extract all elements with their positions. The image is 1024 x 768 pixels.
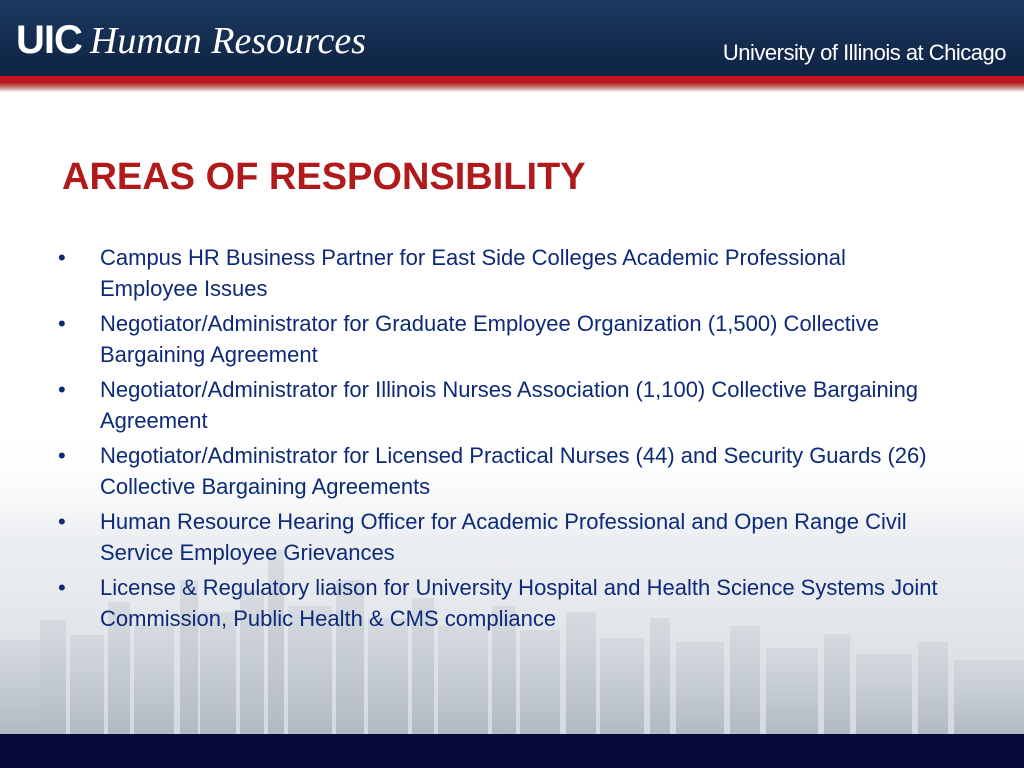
list-item — [58, 440, 938, 502]
bullet-icon: • — [58, 377, 66, 402]
list-item — [58, 242, 938, 304]
footer-bar — [0, 734, 1024, 768]
brand-abbrev: UIC — [16, 18, 82, 62]
list-item — [58, 506, 938, 568]
list-item-text: Negotiator/Administrator for Illinois Nurses Association (1,100) Collective Bargaining Agreement — [100, 377, 919, 433]
list-item — [58, 308, 938, 370]
header-accent-stripe — [0, 76, 1024, 92]
responsibility-list — [58, 242, 938, 638]
list-item — [58, 572, 938, 634]
brand-name: Human Resources — [89, 20, 367, 62]
list-item-text: Negotiator/Administrator for Licensed Practical Nurses (44) and Security Guards (26) Collective Bargaining Agreements — [100, 443, 927, 499]
bullet-icon: • — [58, 245, 66, 270]
list-item-text: Negotiator/Administrator for Graduate Employee Organization (1,500) Collective Bargaining Agreement — [100, 311, 879, 367]
bullet-icon: • — [58, 311, 66, 336]
list-item — [58, 374, 938, 436]
header-bar — [0, 0, 1024, 76]
bullet-icon: • — [58, 509, 66, 534]
bullet-icon: • — [58, 575, 66, 600]
slide-title: AREAS OF RESPONSIBILITY — [62, 156, 586, 198]
list-item-text: Human Resource Hearing Officer for Academic Professional and Open Range Civil Service Employee Grievances — [100, 509, 907, 565]
brand-logo — [16, 18, 366, 63]
list-item-text: Campus HR Business Partner for East Side Colleges Academic Professional Employee Issues — [100, 245, 846, 301]
list-item-text: License & Regulatory liaison for University Hospital and Health Science Systems Joint Commission, Public Health & CMS compliance — [100, 575, 938, 631]
bullet-icon: • — [58, 443, 66, 468]
university-name: University of Illinois at Chicago — [722, 40, 1006, 65]
